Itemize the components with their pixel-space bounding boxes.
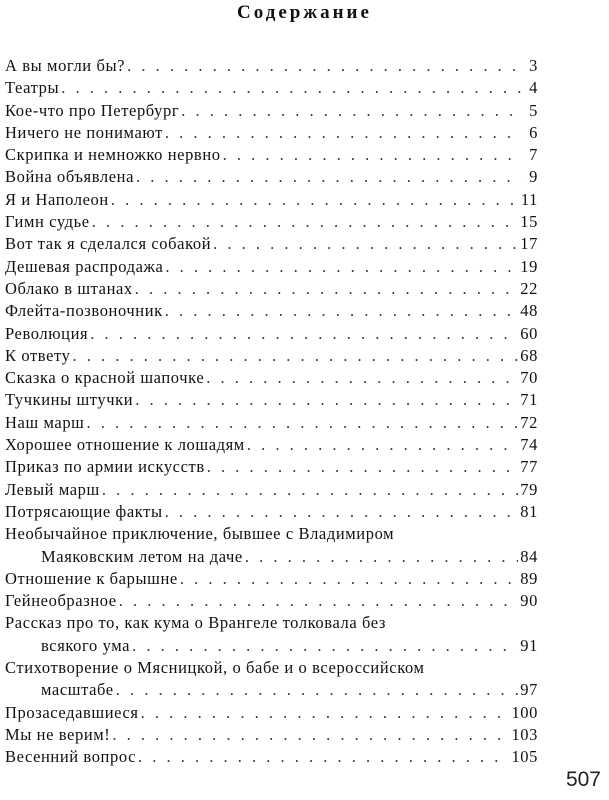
toc-entry-title: Театры (5, 78, 60, 98)
toc-entry (5, 122, 538, 144)
toc-page-number: 5 (529, 100, 538, 120)
dot-leader (165, 501, 519, 523)
dot-leader (165, 256, 518, 278)
toc-entry (5, 568, 538, 590)
toc-page-number: 105 (511, 747, 538, 767)
dot-leader (119, 590, 519, 612)
toc-entry-line (5, 367, 538, 389)
dot-leader (132, 635, 518, 657)
toc-page-number: 9 (529, 167, 538, 187)
toc-entry-title: Тучкины штучки (5, 390, 134, 410)
toc-entry (5, 501, 538, 523)
toc-entry-title: Кое-что про Петербург (5, 100, 180, 120)
dot-leader (138, 746, 509, 768)
toc-entry (5, 389, 538, 411)
toc-page-number: 81 (520, 501, 538, 521)
toc-entry-title: Потрясающие факты (5, 501, 163, 521)
toc-page-number: 7 (529, 145, 538, 165)
toc-page-number: 4 (529, 78, 538, 98)
toc-entry-line (5, 189, 538, 211)
toc-entry-title: Сказка о красной шапочке (5, 368, 205, 388)
toc-entry-title: Наш марш (5, 412, 85, 432)
toc-page-number: 84 (520, 546, 538, 566)
toc-entry (5, 100, 538, 122)
toc-page-number: 19 (520, 256, 538, 276)
toc-entry (5, 55, 538, 77)
dot-leader (213, 233, 518, 255)
toc-page-number: 79 (520, 479, 538, 499)
dot-leader (135, 278, 519, 300)
toc-page-number: 11 (520, 189, 538, 209)
toc-entry-title: А вы могли бы? (5, 56, 126, 75)
dot-leader (141, 702, 510, 724)
toc-page-number: 71 (520, 390, 538, 410)
toc-entry (5, 345, 538, 367)
toc-entry-title: Мы не верим! (5, 724, 111, 744)
toc-entry-title: Дешевая распродажа (5, 256, 164, 276)
toc-page-number: 70 (520, 368, 538, 388)
toc-entry-line (5, 635, 538, 657)
toc-entry-title: Гимн судье (5, 212, 90, 232)
toc-entry-title: К ответу (5, 345, 71, 365)
toc-page-number: 15 (520, 212, 538, 232)
toc-page-number: 48 (520, 301, 538, 321)
dot-leader (181, 100, 522, 122)
toc-entry-line (5, 233, 538, 255)
table-of-contents (5, 55, 538, 769)
dot-leader (223, 144, 522, 166)
dot-leader (86, 412, 518, 434)
toc-page-number: 89 (520, 568, 538, 588)
toc-entry (5, 434, 538, 456)
toc-entry-title: Флейта-позвоночник (5, 301, 163, 321)
toc-entry (5, 256, 538, 278)
toc-entry-title: Прозаседавшиеся (5, 702, 139, 722)
toc-entry-line (5, 122, 538, 144)
toc-entry (5, 278, 538, 300)
toc-entry-title: Хорошее отношение к лошадям (5, 435, 245, 455)
toc-entry-line (5, 479, 538, 501)
toc-entry-line (5, 77, 538, 99)
toc-entry-title: Приказ по армии искусств (5, 457, 205, 477)
toc-entry-line (5, 501, 538, 523)
toc-entry (5, 590, 538, 612)
dot-leader (135, 389, 518, 411)
toc-page-number: 97 (520, 680, 538, 700)
dot-leader (116, 679, 519, 701)
toc-entry (5, 746, 538, 768)
toc-entry-line (5, 345, 538, 367)
toc-entry-line (5, 389, 538, 411)
dot-leader (206, 367, 518, 389)
toc-entry (5, 77, 538, 99)
toc-entry (5, 456, 538, 478)
toc-page-number: 91 (520, 635, 538, 655)
toc-entry-line (5, 456, 538, 478)
dot-leader (72, 345, 518, 367)
toc-entry-line (5, 211, 538, 233)
toc-page-number: 100 (511, 702, 538, 722)
toc-entry-title: Стихотворение о Мясницкой, о бабе и о всероссийском (5, 658, 425, 678)
toc-entry-line (5, 323, 538, 345)
toc-entry-line (5, 746, 538, 768)
toc-page-number: 6 (529, 122, 538, 142)
toc-entry-line (5, 702, 538, 724)
toc-entry-line (5, 412, 538, 434)
toc-entry (5, 479, 538, 501)
toc-entry-title-continuation: масштабе (41, 680, 114, 700)
toc-entry-line (5, 546, 538, 568)
dot-leader (90, 323, 518, 345)
toc-entry (5, 412, 538, 434)
toc-page-number: 3 (529, 56, 538, 75)
toc-entry-title: Война объявлена (5, 167, 135, 187)
toc-entry-line (5, 55, 538, 77)
toc-entry (5, 323, 538, 345)
toc-entry-title: Весенний вопрос (5, 747, 137, 767)
dot-leader (180, 568, 518, 590)
toc-entry-line (5, 434, 538, 456)
toc-entry-line (5, 144, 538, 166)
toc-entry (5, 211, 538, 233)
toc-entry (5, 523, 538, 568)
toc-entry-title: Гейнеобразное (5, 591, 117, 611)
dot-leader (102, 479, 518, 501)
toc-entry-line (5, 724, 538, 746)
toc-page-number: 17 (520, 234, 538, 254)
toc-entry (5, 702, 538, 724)
dot-leader (207, 456, 519, 478)
toc-entry-title-continuation: всякого ума (41, 635, 131, 655)
toc-entry-line (5, 568, 538, 590)
toc-entry (5, 166, 538, 188)
toc-entry-title: Облако в штанах (5, 278, 133, 298)
page-title: Содержание (237, 2, 372, 23)
dot-leader (165, 122, 522, 144)
toc-entry-title: Необычайное приключение, бывшее с Владимиром (5, 524, 395, 544)
dot-leader (61, 77, 522, 99)
toc-page-number: 60 (520, 323, 538, 343)
page-number: 507 (565, 768, 601, 791)
toc-entry-title: Левый марш (5, 479, 100, 499)
toc-page-number: 90 (520, 591, 538, 611)
toc-entry (5, 367, 538, 389)
toc-page-number: 22 (520, 278, 538, 298)
toc-entry-title: Рассказ про то, как кума о Врангеле толковала без (5, 613, 387, 633)
dot-leader (127, 55, 522, 77)
toc-page-number: 103 (511, 724, 538, 744)
dot-leader (92, 211, 519, 233)
toc-page-number: 68 (520, 345, 538, 365)
toc-page-number: 72 (520, 412, 538, 432)
dot-leader (111, 189, 519, 211)
toc-entry-title-continuation: Маяковским летом на даче (41, 546, 243, 566)
dot-leader (165, 300, 519, 322)
toc-entry-title: Ничего не понимают (5, 122, 163, 142)
toc-entry (5, 144, 538, 166)
dot-leader (112, 724, 509, 746)
toc-entry-line (5, 166, 538, 188)
toc-entry-line (5, 100, 538, 122)
toc-entry-line (5, 300, 538, 322)
toc-entry-title: Я и Наполеон (5, 189, 109, 209)
toc-entry (5, 657, 538, 702)
toc-page-number: 77 (520, 457, 538, 477)
toc-page-number: 74 (520, 435, 538, 455)
toc-entry (5, 233, 538, 255)
toc-entry-title: Вот так я сделался собакой (5, 234, 212, 254)
toc-entry (5, 189, 538, 211)
toc-entry-title: Скрипка и немножко нервно (5, 145, 221, 165)
toc-entry (5, 300, 538, 322)
dot-leader (247, 434, 518, 456)
dot-leader (245, 546, 518, 568)
toc-entry-line (5, 278, 538, 300)
toc-entry-line (5, 679, 538, 701)
toc-entry (5, 612, 538, 657)
toc-entry-line (5, 256, 538, 278)
toc-entry-line (5, 590, 538, 612)
dot-leader (136, 166, 522, 188)
toc-entry (5, 724, 538, 746)
toc-entry-title: Революция (5, 323, 89, 343)
toc-entry-title: Отношение к барышне (5, 568, 178, 588)
